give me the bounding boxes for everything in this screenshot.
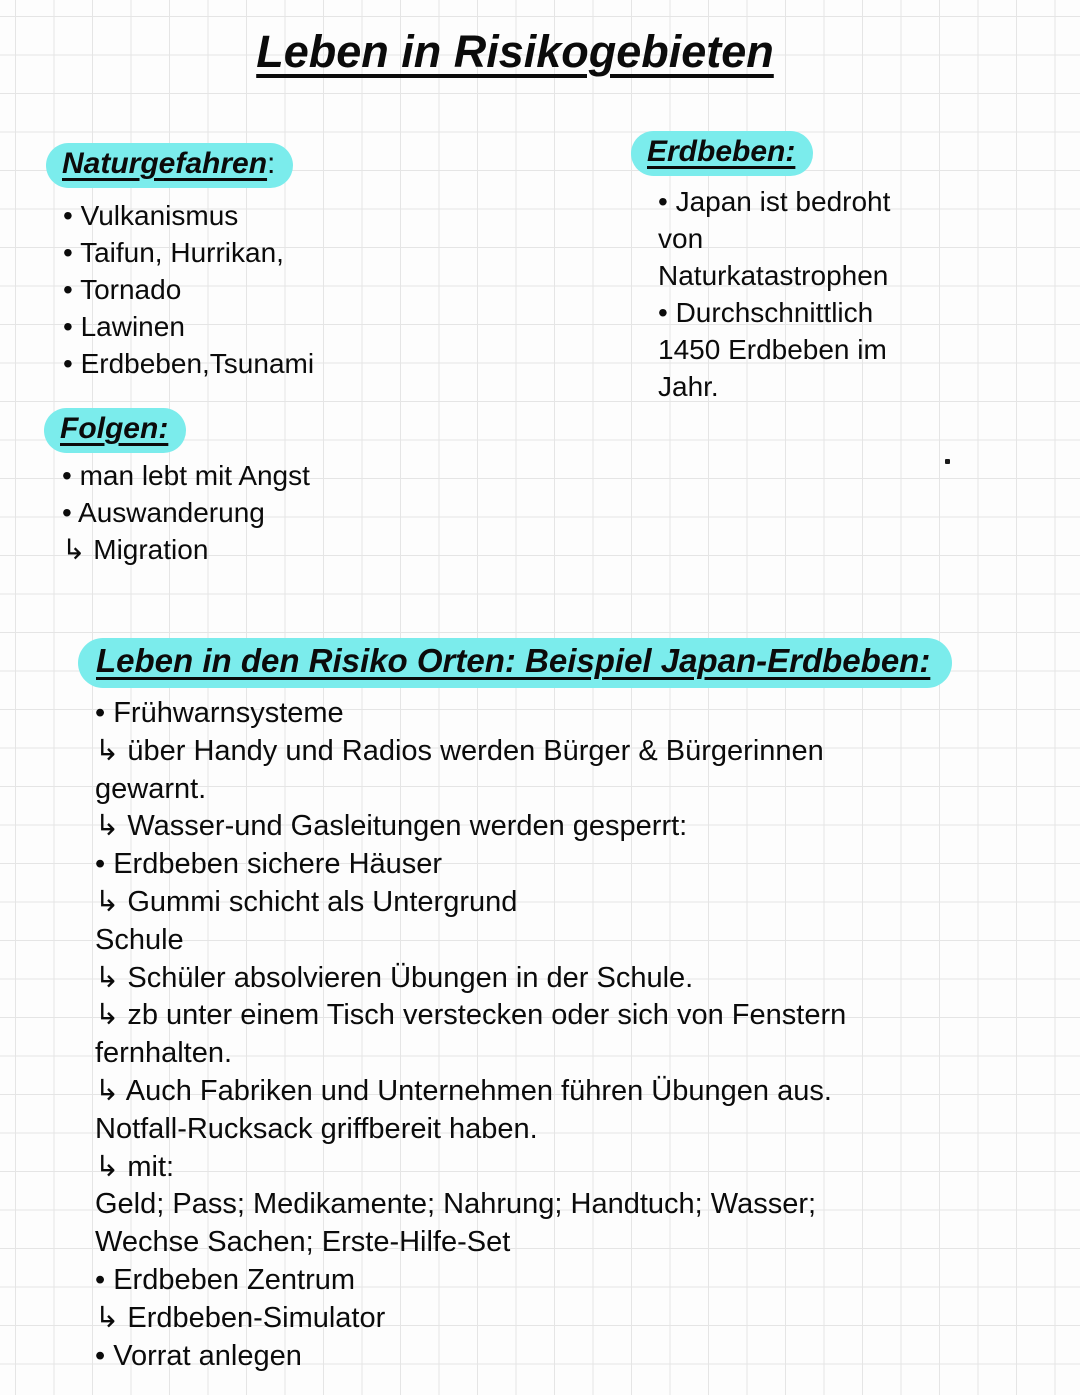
- risiko-orte-heading: Leben in den Risiko Orten: Beispiel Japan-Erdbeben:: [96, 642, 931, 679]
- note-line: • Durchschnittlich: [658, 297, 874, 328]
- note-line: • Vorrat anlegen: [95, 1339, 302, 1372]
- naturgefahren-list: [63, 197, 314, 382]
- note-line: ↳ zb unter einem Tisch verstecken oder sich von Fenstern: [95, 999, 847, 1032]
- erdbeben-heading: Erdbeben:: [647, 135, 796, 168]
- note-line: • Tornado: [63, 274, 182, 305]
- naturgefahren-heading-colon: :: [267, 147, 276, 180]
- note-line: • Vulkanismus: [63, 200, 239, 231]
- page-title: Leben in Risikogebieten: [256, 26, 774, 77]
- naturgefahren-highlight: [46, 143, 293, 188]
- note-line: • man lebt mit Angst: [62, 460, 310, 491]
- note-line: fernhalten.: [95, 1037, 233, 1070]
- folgen-list: [62, 457, 310, 568]
- note-line: Wechse Sachen; Erste-Hilfe-Set: [95, 1226, 511, 1259]
- note-line: ↳ Auch Fabriken und Unternehmen führen Übungen aus.: [95, 1074, 832, 1107]
- note-line: Notfall-Rucksack griffbereit haben.: [95, 1112, 538, 1145]
- erdbeben-list: [658, 183, 890, 405]
- section-risiko-orte: [78, 638, 952, 1375]
- folgen-heading: Folgen:: [60, 412, 169, 445]
- note-line: ↳ über Handy und Radios werden Bürger & Bürgerinnen: [95, 734, 824, 767]
- note-line: Jahr.: [658, 371, 719, 402]
- note-line: gewarnt.: [95, 772, 207, 805]
- note-line: ↳ Migration: [62, 534, 209, 565]
- naturgefahren-heading: Naturgefahren: [62, 147, 268, 180]
- note-line: • Taifun, Hurrikan,: [63, 237, 284, 268]
- note-line: • Erdbeben sichere Häuser: [95, 848, 443, 881]
- note-line: • Lawinen: [63, 311, 185, 342]
- folgen-highlight: [44, 408, 186, 453]
- note-line: 1450 Erdbeben im: [658, 334, 887, 365]
- erdbeben-highlight: [631, 131, 813, 176]
- section-naturgefahren: [46, 143, 314, 382]
- note-line: • Frühwarnsysteme: [95, 697, 344, 729]
- note-line: ↳ mit:: [95, 1150, 175, 1183]
- risiko-orte-highlight: [78, 638, 952, 688]
- note-line: • Auswanderung: [62, 497, 265, 528]
- note-line: ↳ Wasser-und Gasleitungen werden gesperrt:: [95, 810, 688, 843]
- stray-dot: [945, 459, 950, 464]
- note-line: von: [658, 223, 704, 254]
- risiko-orte-list: [95, 695, 952, 1375]
- section-folgen: [44, 408, 310, 568]
- note-line: Schule: [95, 923, 184, 956]
- note-line: Naturkatastrophen: [658, 260, 889, 291]
- note-line: ↳ Schüler absolvieren Übungen in der Schule.: [95, 961, 694, 994]
- note-line: • Erdbeben Zentrum: [95, 1263, 356, 1296]
- section-erdbeben: [631, 131, 890, 405]
- note-line: ↳ Gummi schicht als Untergrund: [95, 885, 518, 918]
- note-line: • Japan ist bedroht: [658, 186, 891, 217]
- note-line: ↳ Erdbeben-Simulator: [95, 1301, 386, 1334]
- note-line: Geld; Pass; Medikamente; Nahrung; Handtuch; Wasser;: [95, 1188, 817, 1221]
- note-line: • Erdbeben,Tsunami: [63, 348, 315, 379]
